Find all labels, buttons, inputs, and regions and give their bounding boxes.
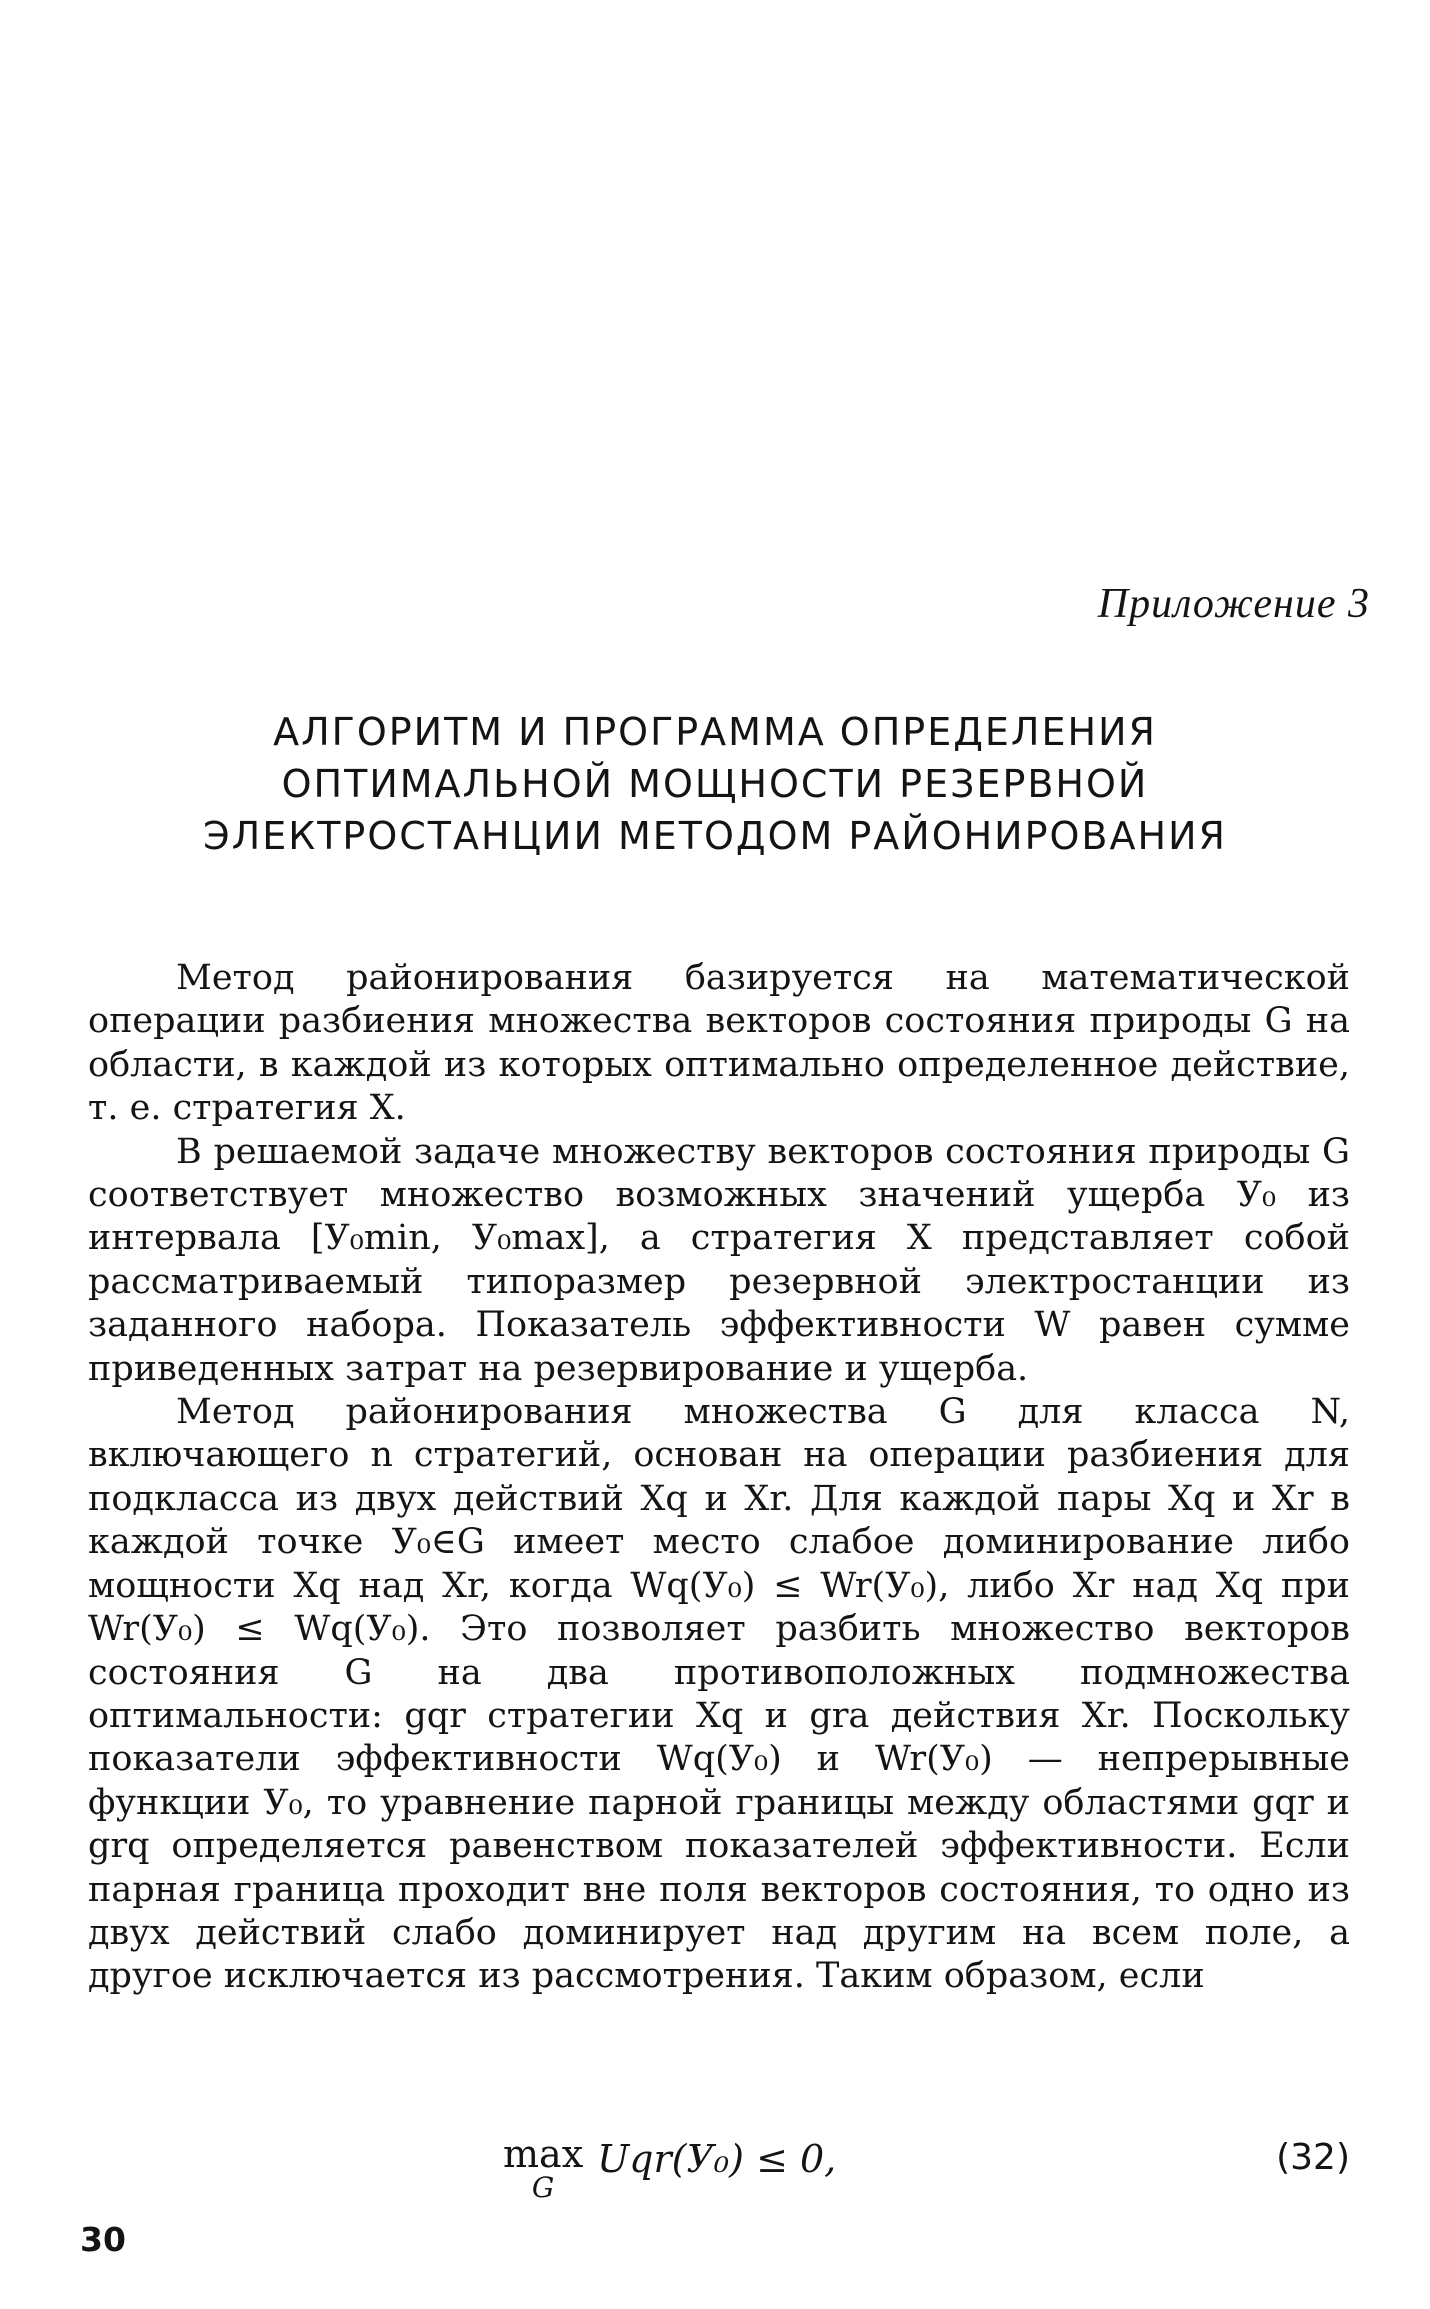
chapter-title [60, 706, 1370, 862]
body-text [88, 957, 1350, 1999]
title-line-1: АЛГОРИТМ И ПРОГРАММА ОПРЕДЕЛЕНИЯ [273, 710, 1157, 754]
page-number: 30 [80, 2220, 126, 2259]
operator-subscript: G [531, 2171, 555, 2204]
paragraph-3: Метод районирования множества G для класса N, включающего n стратегий, основан на операции разбиения для подкласса из двух действий Xq и Xr. Для каждой пары Xq и Xr в каждой точке У₀∈G имеет место слабое доминирование либо мощности Xq над Xr, когда Wq(У₀) ≤ Wr(У₀), либо Xr над Xq при Wr(У₀) ≤ Wq(У₀). Это позволяет разбить множество векторов состояния G на два противоположных подмножества оптимальности: gqr стратегии Xq и gra действия Xr. Поскольку показатели эффективности Wq(У₀) и Wr(У₀) — непрерывные функции У₀, то уравнение парной границы между областями gqr и grq определяется равенством показателей эффективности. Если парная граница проходит вне поля векторов состояния, то одно из двух действий слабо доминирует над другим на всем поле, а другое исключается из рассмотрения. Таким образом, если [88, 1392, 1350, 1997]
appendix-label: Приложение 3 [1097, 581, 1370, 627]
formula-row [88, 2132, 1350, 2217]
paragraph-1: Метод районирования базируется на математической операции разбиения множества векторов состояния природы G на области, в каждой из которых оптимально определенное действие, т. е. стратегия X. [88, 958, 1350, 1129]
max-operator [503, 2132, 584, 2205]
formula-expression: Uqr(У₀) ≤ 0, [597, 2137, 837, 2181]
formula-32 [503, 2132, 837, 2205]
paragraph-2: В решаемой задаче множеству векторов состояния природы G соответствует множество возможных значений ущерба У₀ из интервала [У₀min, У₀max], а стратегия X представляет собой рассматриваемый типоразмер резервной электростанции из заданного набора. Показатель эффективности W равен сумме приведенных затрат на резервирование и ущерба. [88, 1131, 1350, 1389]
equation-number: (32) [1276, 2137, 1350, 2178]
title-line-2: ОПТИМАЛЬНОЙ МОЩНОСТИ РЕЗЕРВНОЙ [281, 762, 1149, 806]
operator-text: max [503, 2132, 584, 2176]
title-line-3: ЭЛЕКТРОСТАНЦИИ МЕТОДОМ РАЙОНИРОВАНИЯ [203, 814, 1227, 858]
